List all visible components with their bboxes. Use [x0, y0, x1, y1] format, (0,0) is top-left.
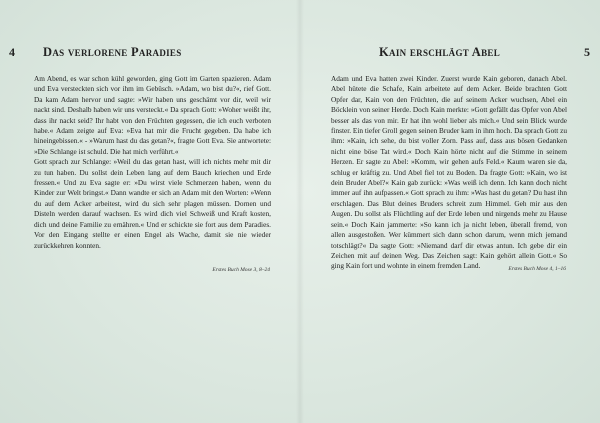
paragraph: Am Abend, es war schon kühl geworden, ging Gott im Garten spazieren. Adam und Eva versteckten sich vor ihm im Gebüsch. »Adam, wo bist du?«, rief Gott. Da kam Adam hervor und sagte: »Wir haben uns geschämt vor dir, weil wir nackt sind. Deshalb haben wir uns versteckt.« Da sprach Gott: »Woher weißt ihr, dass ihr nackt seid? Ihr habt von den Früchten gegessen, die ich euch verboten habe.« Adam zeigte auf Eva: »Eva hat mir die Frucht gegeben. Da habe ich hineingebissen.« - »Warum hast du das getan?«, fragte Gott Eva. Sie antwortete: »Die Schlange ist schuld. Die hat mich verführt.«	[34, 74, 271, 156]
bible-reference-right: Erstes Buch Mose 4, 1–16	[508, 266, 566, 272]
paragraph: Adam und Eva hatten zwei Kinder. Zuerst wurde Kain geboren, danach Abel. Abel hütete die Schafe, Kain arbeitete auf dem Acker. Beide brachten Gott Opfer dar, Kain von den Früchten, die auf seinem Acker wuchsen, Abel ein Böcklein von seiner Herde. Doch Kain merkte: »Gott gefällt das Opfer von Abel besser als das von mir. Er hat ihn wohl lieber als mich.« Und sein Blick wurde finster. Ein tiefer Groll gegen seinen Bruder kam in ihm hoch. Da sprach Gott zu ihm: »Kain, ich sehe, du bist voller Zorn. Pass auf, dass aus bösen Gedanken nicht eine böse Tat wird.« Doch Kain hörte nicht auf die Stimme in seinem Herzen. Er sagte zu Abel: »Komm, wir gehen aufs Feld.« Kaum waren sie da, schlug er kräftig zu. Und Abel fiel tot zu Boden. Da fragte Gott: »Kain, wo ist dein Bruder Abel?« Kain gab zurück: »Was weiß ich denn. Ich kann doch nicht immer auf ihn aufpassen.« Gott sprach zu ihm: »Was hast du getan? Du hast ihn erschlagen. Das Blut deines Bruders schreit zum Himmel. Geh mir aus den Augen. Du sollst als Flüchtling auf der Erde leben und nirgends mehr zu Hause sein.« Doch Kain jammerte: »So kann ich ja nicht leben, überall fremd, von allen ausgestoßen. Wer kümmert sich dann schon darum, wenn mich jemand totschlägt?« Da sagte Gott: »Niemand darf dir etwas antun. Ich gebe dir ein Zeichen mit auf deinen Weg. Das Zeichen sagt: Kain gehört allein Gott.« So ging Kain fort und wohnte in einem fremden Land.	[331, 74, 567, 271]
page-number-right: 5	[584, 45, 590, 59]
body-text-right	[331, 74, 567, 272]
paragraph: Gott sprach zur Schlange: »Weil du das getan hast, will ich nichts mehr mit dir zu tun haben. Du sollst dein Leben lang auf dem Bauch kriechen und Erde fressen.« Und zu Eva sagte er: »Du wirst viele Schmerzen haben, wenn du Kinder zur Welt bringst.« Dann wandte er sich an Adam mit den Worten: »Wenn du auf dem Acker arbeitest, wird du sich sehr plagen müssen. Dornen und Disteln werden darauf wachsen. Es wird dich viel Schweiß und Kraft kosten, dich und deine Familie zu ernähren.« Und er schickte sie fort aus dem Paradies. Vor den Eingang stellte er einen Engel als Wache, damit sie nie wieder zurückkehren konnten.	[34, 157, 271, 250]
body-text-left	[34, 74, 271, 251]
right-page	[300, 0, 600, 423]
page-number-left: 4	[9, 45, 15, 59]
chapter-title-right: Kain erschlägt Abel	[379, 45, 501, 59]
chapter-title-left: Das verlorene Paradies	[43, 45, 182, 59]
bible-reference-left: Erstes Buch Mose 3, 8–24	[212, 267, 270, 273]
